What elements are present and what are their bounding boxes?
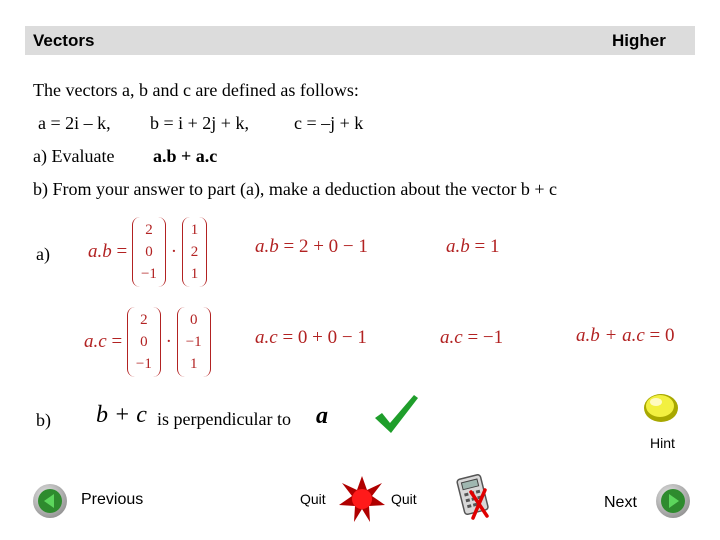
quit-label-left[interactable]: Quit (300, 491, 326, 507)
vector-b (182, 217, 208, 287)
ac-expanded (255, 327, 367, 349)
sum-result (576, 325, 674, 347)
solution-a-label: a) (36, 244, 50, 264)
b-plus-c: b + c (96, 402, 147, 428)
question-intro: The vectors a, b and c are defined as follows: (33, 80, 359, 100)
next-button[interactable] (656, 484, 690, 518)
previous-arrow-icon (33, 484, 67, 518)
part-a-label: a) Evaluate (33, 146, 115, 166)
ab-dot-product (88, 217, 207, 287)
ab-expanded-rhs: = 2 + 0 − 1 (278, 236, 368, 257)
vector-a (127, 307, 161, 377)
definition-a: a = 2i – k, (38, 113, 111, 133)
ac-lhs: a.c (84, 331, 107, 352)
solution-b-label: b) (36, 410, 51, 430)
hint-bulb-icon (643, 393, 679, 423)
part-a-expression: a.b + a.c (153, 146, 218, 166)
vector-a-y: 0 (140, 334, 148, 350)
definition-c: c = –j + k (294, 113, 364, 133)
ac-expanded-rhs: = 0 + 0 − 1 (277, 327, 367, 348)
vector-c-y: −1 (185, 334, 202, 350)
vector-b-x: 1 (190, 222, 199, 238)
sum-result-rhs: = 0 (644, 325, 675, 346)
perpendicular-text: is perpendicular to (157, 409, 291, 429)
sum-result-lhs: a.b + a.c (576, 325, 645, 346)
ab-result-rhs: = 1 (469, 236, 500, 257)
next-arrow-icon (656, 484, 690, 518)
vector-a (132, 217, 166, 287)
ab-result (446, 236, 499, 258)
hint-button[interactable] (643, 393, 679, 423)
quit-stop-icon[interactable] (338, 475, 386, 523)
vector-c-z: 1 (189, 356, 198, 372)
vector-c (177, 307, 211, 377)
equals-sign: = (111, 241, 132, 262)
previous-button[interactable] (33, 484, 67, 518)
ac-result-lhs: a.c (440, 327, 463, 348)
definition-b: b = i + 2j + k, (150, 113, 249, 133)
topic-title: Vectors (33, 31, 95, 50)
vector-a-label: a (316, 403, 328, 429)
vector-b-y: 2 (190, 244, 199, 260)
ab-expanded (255, 236, 368, 258)
vector-a-y: 0 (145, 244, 153, 260)
ac-expanded-lhs: a.c (255, 327, 278, 348)
dot-operator: · (160, 331, 177, 352)
hint-label[interactable]: Hint (650, 435, 675, 451)
ac-dot-product (84, 307, 211, 377)
ac-result (440, 327, 503, 349)
calculator-icon[interactable] (453, 470, 497, 522)
ab-expanded-lhs: a.b (255, 236, 279, 257)
dot-operator: · (165, 241, 182, 262)
ab-lhs: a.b (88, 241, 112, 262)
vector-a-z: −1 (135, 356, 152, 372)
header-bar (25, 26, 695, 55)
level-label: Higher (612, 31, 666, 50)
part-b-question: b) From your answer to part (a), make a deduction about the vector b + c (33, 179, 557, 199)
vector-a-x: 2 (140, 312, 148, 328)
vector-b-z: 1 (190, 266, 199, 282)
next-label[interactable]: Next (604, 494, 637, 511)
vector-a-x: 2 (145, 222, 153, 238)
vector-a-z: −1 (140, 266, 157, 282)
quit-label-right[interactable]: Quit (391, 491, 417, 507)
ab-result-lhs: a.b (446, 236, 470, 257)
ac-result-rhs: = −1 (462, 327, 504, 348)
previous-label[interactable]: Previous (81, 491, 144, 508)
equals-sign: = (106, 331, 127, 352)
checkmark-icon (372, 392, 420, 436)
vector-c-x: 0 (189, 312, 198, 328)
